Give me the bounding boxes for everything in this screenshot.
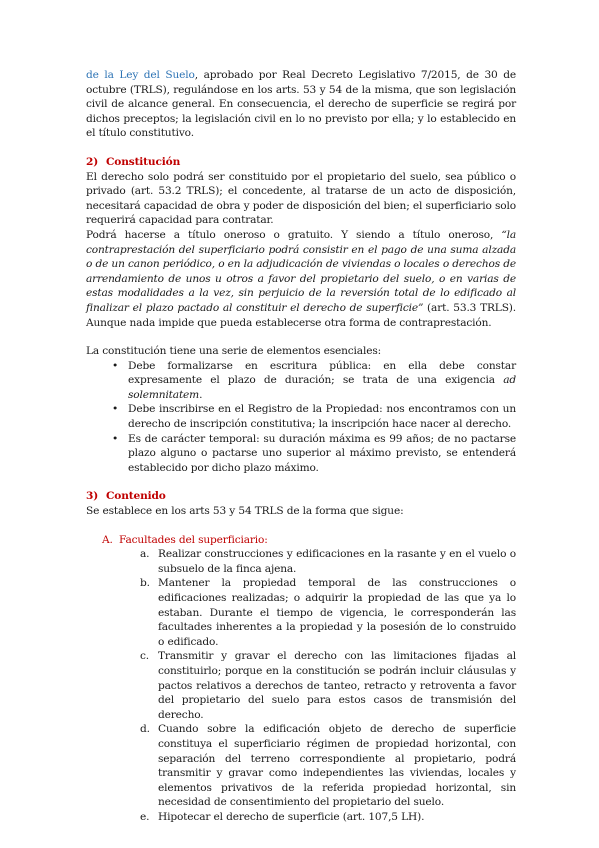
- list-item-italic: ad solemnitatem: [128, 374, 516, 401]
- list-item: [86, 810, 516, 825]
- intro-paragraph: [86, 68, 516, 141]
- list-item: [86, 359, 516, 403]
- constitucion-paragraph-2: [86, 228, 516, 330]
- section-2-number: 2): [86, 155, 99, 168]
- bullet-icon: •: [112, 432, 119, 445]
- contenido-intro: Se establece en los arts 53 y 54 TRLS de la forma que sigue:: [86, 505, 404, 518]
- list-item: [86, 649, 516, 722]
- list-item-text: Debe inscribirse en el Registro de la Propiedad: nos encontramos con un derecho de inscripción constitutiva; la inscripción hace nacer al derecho.: [128, 403, 516, 431]
- bullet-icon: •: [112, 403, 119, 416]
- list-item-text: Cuando sobre la edificación objeto de derecho de superficie constituya el superficiario régimen de propiedad horizontal, con separación del terreno correspondiente al propietario, podrá transmitir y gravar como independientes las viviendas, locales y elementos privativos de la referida propiedad horizontal, sin necesidad de consentimiento del propietario del suelo.: [158, 723, 516, 809]
- section-2-heading: [86, 155, 516, 170]
- section-3-heading: [86, 489, 516, 504]
- document-body: [86, 68, 516, 825]
- list-item-text: Hipotecar el derecho de superficie (art. 107,5 LH).: [158, 810, 425, 823]
- elements-intro: La constitución tiene una serie de elementos esenciales:: [86, 345, 382, 358]
- facultades-list: [86, 547, 516, 824]
- list-marker: c.: [140, 650, 150, 663]
- list-marker: a.: [140, 548, 150, 561]
- section-3-title: Contenido: [106, 490, 166, 503]
- list-marker: d.: [140, 723, 150, 736]
- bullet-icon: •: [112, 359, 119, 372]
- list-marker: b.: [140, 577, 150, 590]
- subsection-a-title: Facultades del superficiario:: [119, 533, 268, 546]
- list-item-text: Realizar construcciones y edificaciones en la rasante y en el vuelo o subsuelo de la finca ajena.: [158, 548, 516, 575]
- list-item-text: Debe formalizarse en escritura pública: en ella debe constar expresamente el plazo de duración; se trata de una exigencia: [128, 359, 516, 387]
- list-item: [86, 432, 516, 476]
- section-2-title: Constitución: [106, 155, 181, 168]
- elements-list: [86, 359, 516, 476]
- list-item-text: Es de carácter temporal: su duración máxima es 99 años; de no pactarse plazo alguno o pactarse uno superior al máximo previsto, se entenderá establecido por dicho plazo máximo.: [128, 432, 516, 474]
- intro-text: , aprobado por Real Decreto Legislativo 7/2015, de 30 de octubre (TRLS), regulándose en los arts. 53 y 54 de la misma, que son legislación civil de alcance general. En consecuencia, el derecho de superficie se regirá por dichos preceptos; la legislación civil en lo no previsto por ella; y lo establecido en el título constitutivo.: [86, 69, 516, 140]
- list-item-text: Mantener la propiedad temporal de las construcciones o edificaciones realizadas; o adquirir la propiedad de las que ya lo estaban. Durante el tiempo de vigencia, le corresponderán las facultades inherentes a la propiedad y la posesión de lo construido o edificado.: [158, 577, 516, 648]
- list-item-text: Transmitir y gravar el derecho con las limitaciones fijadas al constituirlo; porque en la constitución se podrán incluir cláusulas y pactos relativos a derechos de tanteo, retracto y retroventa a favor del propietario del suelo para estos casos de transmisión del derecho.: [158, 650, 516, 721]
- list-item: [86, 576, 516, 649]
- list-item: [86, 402, 516, 431]
- section-3-number: 3): [86, 490, 99, 503]
- list-item-end: .: [199, 388, 203, 401]
- constitucion-paragraph-1: El derecho solo podrá ser constituido por el propietario del suelo, sea público o privado (art. 53.2 TRLS); el concedente, al tratarse de un acto de disposición, necesitará capacidad de obra y poder de disposición del bien; el superficiario solo requerirá capacidad para contratar.: [86, 170, 516, 227]
- constitucion-p2-quote: “la contraprestación del superficiario podrá consistir en el pago de una suma alzada o de un canon periódico, o en la adjudicación de viviendas o locales o derechos de arrendamiento de unos u otros a favor del propietario del suelo, o en varias de estas modalidades a la vez, sin perjuicio de la reversión total de lo edificado al finalizar el plazo pactado al constituir el derecho de superficie”: [86, 228, 516, 314]
- list-marker: e.: [140, 810, 150, 823]
- constitucion-p2-start: Podrá hacerse a título oneroso o gratuito. Y siendo a título oneroso,: [86, 228, 502, 241]
- subsection-a-heading: [86, 533, 516, 548]
- constitucion-p2-end: (art. 53.3 TRLS). Aunque nada impide que pueda establecerse otra forma de contraprestación.: [86, 301, 516, 329]
- subsection-a-letter: A.: [102, 533, 113, 546]
- list-item: [86, 547, 516, 576]
- ley-del-suelo-link[interactable]: de la Ley del Suelo: [86, 69, 195, 81]
- list-item: [86, 722, 516, 810]
